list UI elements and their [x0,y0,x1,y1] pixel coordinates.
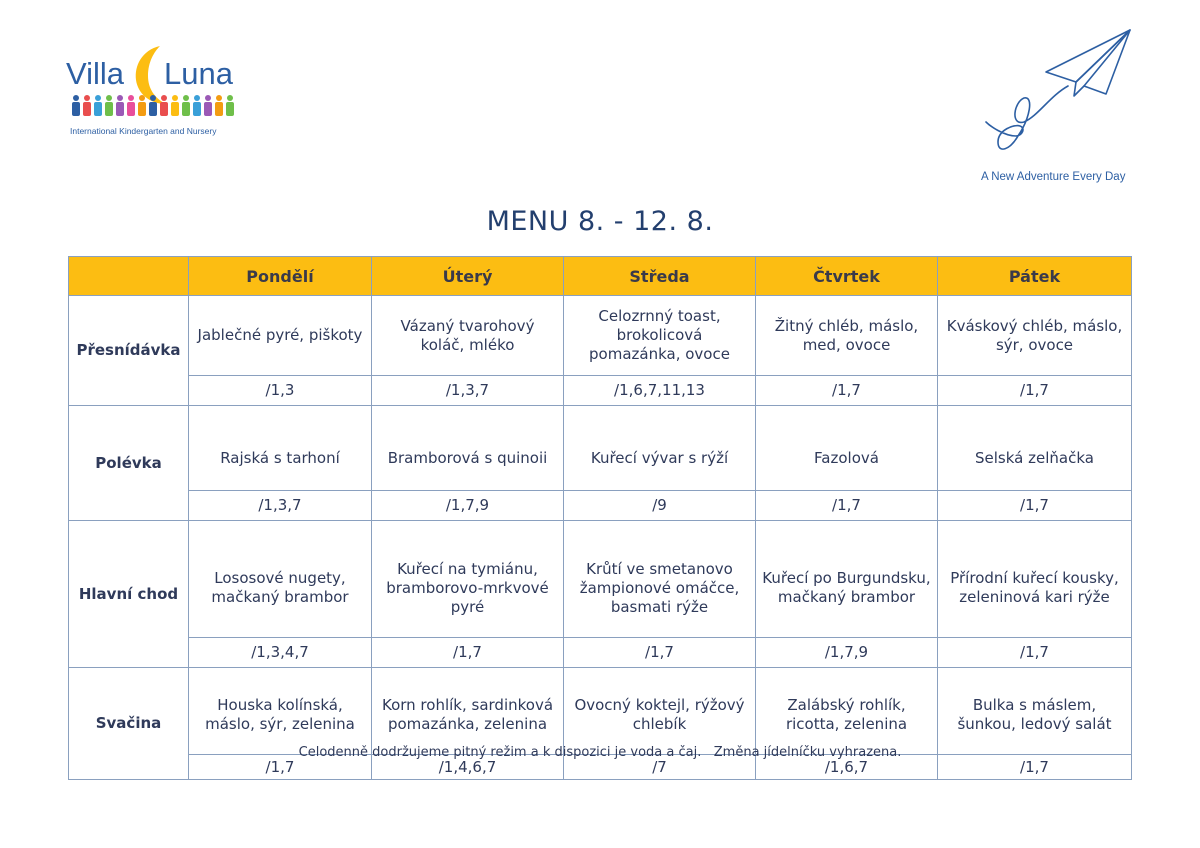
page-title: MENU 8. - 12. 8. [486,206,714,237]
drinking-regime-note: Celodenně dodržujeme pitný režim a k dispozici je voda a čaj. [298,745,702,760]
allergen-cell: /1,7 [372,638,564,668]
food-cell: Vázaný tvarohový koláč, mléko [372,296,564,376]
day-header: Středa [564,257,756,296]
table-row [69,668,1132,755]
allergen-cell: /1,7 [564,638,756,668]
paper-plane-icon [980,26,1140,161]
day-header: Pátek [938,257,1132,296]
meal-label: Svačina [69,668,189,780]
weekly-menu-table [68,256,1132,780]
allergen-cell: /1,4,6,7 [372,755,564,780]
footer-note [0,745,1200,760]
allergen-cell: /1,3,4,7 [189,638,372,668]
allergen-cell: /1,7,9 [756,638,938,668]
food-cell: Jablečné pyré, piškoty [189,296,372,376]
allergen-cell: /9 [564,491,756,521]
table-header-row [69,257,1132,296]
table-row [69,521,1132,638]
logo-subtitle: International Kindergarten and Nursery [70,126,217,136]
food-cell: Rajská s tarhoní [189,406,372,491]
tagline: A New Adventure Every Day [981,171,1126,183]
food-cell: Kváskový chléb, máslo, sýr, ovoce [938,296,1132,376]
meal-label: Hlavní chod [69,521,189,668]
food-cell: Kuřecí po Burgundsku, mačkaný brambor [756,521,938,638]
table-row [69,638,1132,668]
allergen-cell: /1,6,7,11,13 [564,376,756,406]
allergen-cell: /1,3 [189,376,372,406]
food-cell: Fazolová [756,406,938,491]
allergen-cell: /1,6,7 [756,755,938,780]
food-cell: Celozrnný toast, brokolicová pomazánka, ovoce [564,296,756,376]
table-row [69,491,1132,521]
villa-luna-logo [66,44,246,140]
allergen-cell: /1,7 [938,638,1132,668]
allergen-cell: /1,7,9 [372,491,564,521]
food-cell: Zalábský rohlík, ricotta, zelenina [756,668,938,755]
allergen-cell: /1,7 [938,491,1132,521]
day-header: Úterý [372,257,564,296]
food-cell: Přírodní kuřecí kousky, zeleninová kari rýže [938,521,1132,638]
children-figures-icon [70,94,240,118]
allergen-cell: /1,7 [938,376,1132,406]
food-cell: Selská zelňačka [938,406,1132,491]
food-cell: Bulka s máslem, šunkou, ledový salát [938,668,1132,755]
allergen-cell: /7 [564,755,756,780]
logo-word-luna: Luna [164,56,233,91]
logo-word-villa: Villa [66,56,125,91]
allergen-cell: /1,7 [756,376,938,406]
food-cell: Houska kolínská, máslo, sýr, zelenina [189,668,372,755]
food-cell: Ovocný koktejl, rýžový chlebík [564,668,756,755]
table-row [69,376,1132,406]
food-cell: Žitný chléb, máslo, med, ovoce [756,296,938,376]
allergen-cell: /1,7 [189,755,372,780]
meal-label: Polévka [69,406,189,521]
food-cell: Bramborová s quinoii [372,406,564,491]
table-row [69,296,1132,376]
header-corner [69,257,189,296]
food-cell: Kuřecí vývar s rýží [564,406,756,491]
allergen-cell: /1,7 [756,491,938,521]
food-cell: Kuřecí na tymiánu, bramborovo-mrkvové pyré [372,521,564,638]
table-row [69,406,1132,491]
allergen-cell: /1,3,7 [372,376,564,406]
food-cell: Korn rohlík, sardinková pomazánka, zelenina [372,668,564,755]
allergen-cell: /1,7 [938,755,1132,780]
food-cell: Krůtí ve smetanovo žampionové omáčce, basmati rýže [564,521,756,638]
allergen-cell: /1,3,7 [189,491,372,521]
meal-label: Přesnídávka [69,296,189,406]
food-cell: Lososové nugety, mačkaný brambor [189,521,372,638]
day-header: Pondělí [189,257,372,296]
menu-change-note: Změna jídelníčku vyhrazena. [713,745,902,760]
day-header: Čtvrtek [756,257,938,296]
